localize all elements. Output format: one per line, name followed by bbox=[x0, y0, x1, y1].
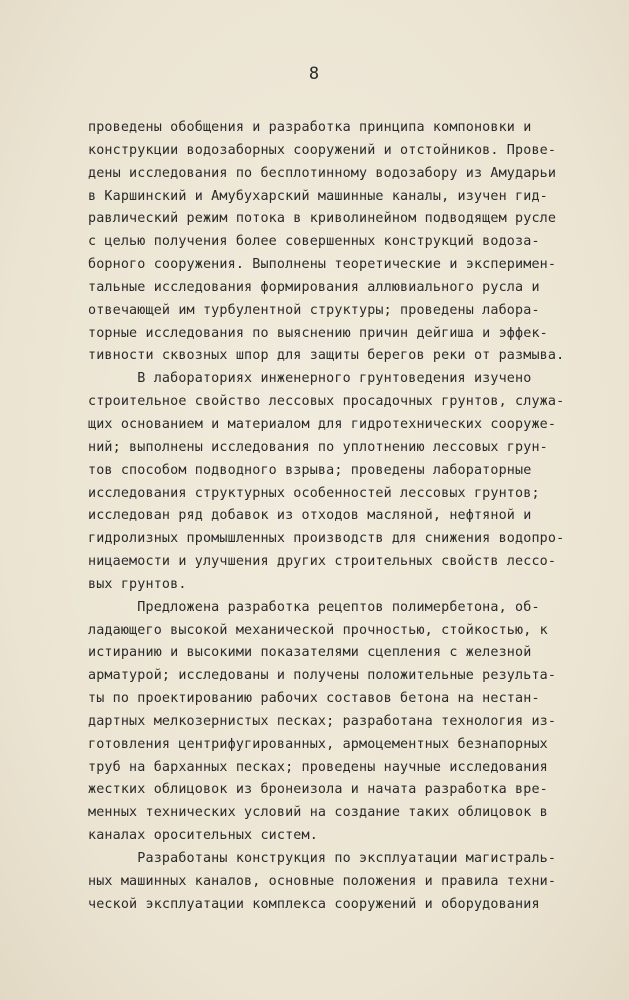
text-line: ных машинных каналов, основные положения и правила техни- bbox=[88, 873, 557, 889]
text-line: в Каршинский и Амубухарский машинные каналы, изучен гид- bbox=[88, 188, 548, 204]
text-line: тивности сквозных шпор для защиты берегов реки от размыва. bbox=[88, 348, 565, 364]
text-line: борного сооружения. Выполнены теоретические и эксперимен- bbox=[88, 257, 557, 273]
text-line: Предложена разработка рецептов полимербетона, об- bbox=[88, 599, 540, 615]
text-line: ницаемости и улучшения других строительных свойств лессо- bbox=[88, 554, 557, 570]
text-line: проведены обобщения и разработка принципа компоновки и bbox=[88, 120, 532, 135]
text-line: равлический режим потока в криволинейном подводящем русле bbox=[88, 211, 557, 227]
text-line: тальные исследования формирования аллювиального русла и bbox=[88, 279, 540, 295]
text-line: вых грунтов. bbox=[88, 576, 187, 592]
text-line: конструкции водозаборных сооружений и отстойников. Прове- bbox=[88, 142, 557, 158]
text-line: торные исследования по выяснению причин дейгиша и эффек- bbox=[88, 325, 548, 341]
text-line: жестких облицовок из бронеизола и начата разработка вре- bbox=[88, 782, 548, 798]
text-line: труб на барханных песках; проведены научные исследования bbox=[88, 759, 548, 775]
text-line: Разработаны конструкция по эксплуатации магистраль- bbox=[88, 851, 557, 866]
text-line: В лабораториях инженерного грунтоведения изучено bbox=[88, 371, 532, 387]
text-line: гидролизных промышленных производств для снижения водопро- bbox=[88, 531, 565, 547]
text-line: щих основанием и материалом для гидротехнических сооруже- bbox=[88, 416, 557, 432]
text-line: готовления центрифугированных, армоцементных безнапорных bbox=[88, 736, 548, 752]
text-line: ческой эксплуатации комплекса сооружений и оборудования bbox=[88, 896, 540, 912]
text-line: менных технических условий на создание таких облицовок в bbox=[88, 805, 548, 821]
text-line: арматурой; исследованы и получены положительные результа- bbox=[88, 668, 557, 684]
text-line: ты по проектированию рабочих составов бетона на нестан- bbox=[88, 691, 540, 707]
text-line: исследован ряд добавок из отходов масляной, нефтяной и bbox=[88, 508, 532, 524]
page-number: 8 bbox=[308, 64, 321, 84]
text-line: ладающего высокой механической прочностью, стойкостью, к bbox=[88, 622, 548, 638]
body-text bbox=[88, 117, 608, 917]
text-line: каналах оросительных систем. bbox=[88, 828, 318, 844]
text-line: отвечающей им турбулентной структуры; проведены лабора- bbox=[88, 302, 540, 318]
text-line: истиранию и высокими показателями сцепления с железной bbox=[88, 645, 532, 661]
text-line: с целью получения более совершенных конструкций водоза- bbox=[88, 234, 540, 250]
text-line: исследования структурных особенностей лессовых грунтов; bbox=[88, 485, 540, 501]
text-line: ний; выполнены исследования по уплотнению лессовых грун- bbox=[88, 439, 548, 455]
text-line: дены исследования по бесплотинному водозабору из Амударьи bbox=[88, 165, 557, 181]
text-line: тов способом подводного взрыва; проведены лабораторные bbox=[88, 462, 532, 478]
text-line: дартных мелкозернистых песках; разработана технология из- bbox=[88, 713, 557, 729]
text-line: строительное свойство лессовых просадочных грунтов, служа- bbox=[88, 394, 565, 410]
